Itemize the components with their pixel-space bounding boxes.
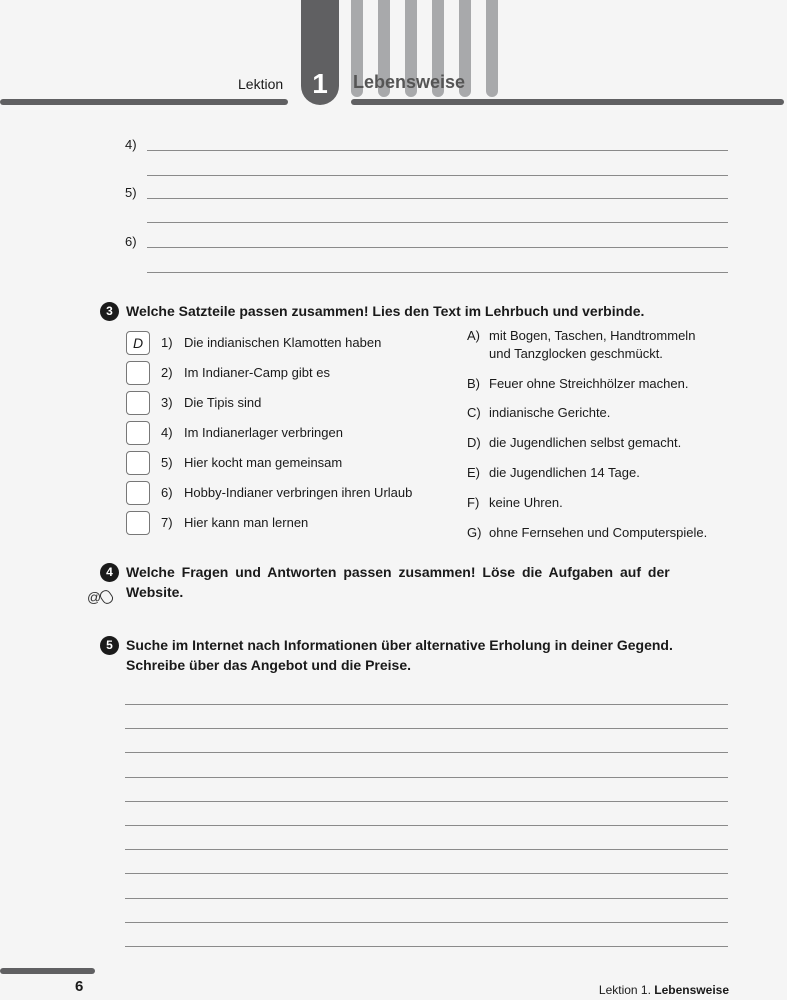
page-number: 6 bbox=[75, 978, 84, 995]
item-label: 7) bbox=[161, 515, 173, 530]
answer-box[interactable] bbox=[126, 451, 150, 475]
option-text: ohne Fernsehen und Computerspiele. bbox=[489, 525, 708, 540]
exercise-number-badge: 3 bbox=[100, 302, 119, 321]
item-text: Hobby-Indianer verbringen ihren Urlaub bbox=[184, 485, 413, 500]
write-line[interactable] bbox=[125, 801, 728, 802]
option-label: C) bbox=[467, 405, 481, 420]
option-label: F) bbox=[467, 495, 480, 510]
write-line[interactable] bbox=[125, 873, 728, 874]
option-label: D) bbox=[467, 435, 481, 450]
decor-bar bbox=[486, 0, 498, 97]
option-text: Feuer ohne Streichhölzer machen. bbox=[489, 376, 689, 391]
exercise5-instruction-line1: Suche im Internet nach Informationen über alternative Erholung in deiner Gegend. bbox=[126, 637, 673, 653]
write-line[interactable] bbox=[147, 272, 728, 273]
option-text: die Jugendlichen 14 Tage. bbox=[489, 465, 640, 480]
write-line[interactable] bbox=[147, 175, 728, 176]
item-text: Im Indianerlager verbringen bbox=[184, 425, 343, 440]
item-text: Hier kann man lernen bbox=[184, 515, 309, 530]
footer-prefix: Lektion 1. bbox=[598, 983, 651, 997]
lektion-label: Lektion bbox=[238, 76, 284, 92]
answer-box[interactable] bbox=[126, 511, 150, 535]
item-label: 1) bbox=[161, 335, 173, 350]
answer-box[interactable] bbox=[126, 361, 150, 385]
write-line[interactable] bbox=[125, 728, 728, 729]
option-label: E) bbox=[467, 465, 480, 480]
answer-box[interactable] bbox=[126, 481, 150, 505]
exercise5-instruction-line2: Schreibe über das Angebot und die Preise. bbox=[126, 657, 411, 673]
write-line[interactable] bbox=[125, 825, 728, 826]
website-icon: @ bbox=[87, 589, 112, 605]
option-label: A) bbox=[467, 328, 480, 343]
answer-label: 4) bbox=[125, 137, 137, 152]
item-text: Hier kocht man gemeinsam bbox=[184, 455, 343, 470]
write-line[interactable] bbox=[125, 752, 728, 753]
write-line[interactable] bbox=[147, 198, 728, 199]
answer-label: 6) bbox=[125, 234, 137, 249]
answer-label: 5) bbox=[125, 185, 137, 200]
write-line[interactable] bbox=[125, 777, 728, 778]
option-text: und Tanzglocken geschmückt. bbox=[489, 346, 663, 361]
write-line[interactable] bbox=[125, 704, 728, 705]
option-text: mit Bogen, Taschen, Handtrommeln bbox=[489, 328, 696, 343]
answer-box[interactable] bbox=[126, 391, 150, 415]
item-label: 3) bbox=[161, 395, 173, 410]
exercise-number-badge: 4 bbox=[100, 563, 119, 582]
write-line[interactable] bbox=[125, 898, 728, 899]
footer-rule bbox=[0, 968, 95, 974]
write-line[interactable] bbox=[125, 849, 728, 850]
exercise4-instruction-line1: Welche Fragen und Antworten passen zusammen! Löse die Aufgaben auf der bbox=[126, 564, 670, 580]
option-text: die Jugendlichen selbst gemacht. bbox=[489, 435, 682, 450]
write-line[interactable] bbox=[125, 922, 728, 923]
header-rule-right bbox=[351, 99, 784, 105]
item-text: Die Tipis sind bbox=[184, 395, 262, 410]
lesson-number: 1 bbox=[312, 68, 328, 99]
write-line[interactable] bbox=[147, 247, 728, 248]
option-text: keine Uhren. bbox=[489, 495, 563, 510]
item-label: 4) bbox=[161, 425, 173, 440]
write-line[interactable] bbox=[147, 150, 728, 151]
option-text: indianische Gerichte. bbox=[489, 405, 611, 420]
header-rule-left bbox=[0, 99, 288, 105]
write-line[interactable] bbox=[147, 222, 728, 223]
footer-lesson bbox=[599, 983, 729, 997]
item-label: 6) bbox=[161, 485, 173, 500]
item-text: Im Indianer-Camp gibt es bbox=[184, 365, 330, 380]
footer-title: Lebensweise bbox=[654, 983, 729, 997]
lesson-title: Lebensweise bbox=[353, 72, 466, 92]
answer-box[interactable] bbox=[126, 421, 150, 445]
option-label: B) bbox=[467, 376, 480, 391]
exercise3-instruction: Welche Satzteile passen zusammen! Lies den Text im Lehrbuch und verbinde. bbox=[126, 303, 645, 319]
item-text: Die indianischen Klamotten haben bbox=[184, 335, 382, 350]
option-label: G) bbox=[467, 525, 482, 540]
answer-box[interactable]: D bbox=[126, 331, 150, 355]
exercise4-instruction-line2: Website. bbox=[126, 584, 184, 600]
item-label: 2) bbox=[161, 365, 173, 380]
item-label: 5) bbox=[161, 455, 173, 470]
write-line[interactable] bbox=[125, 946, 728, 947]
exercise-number-badge: 5 bbox=[100, 636, 119, 655]
